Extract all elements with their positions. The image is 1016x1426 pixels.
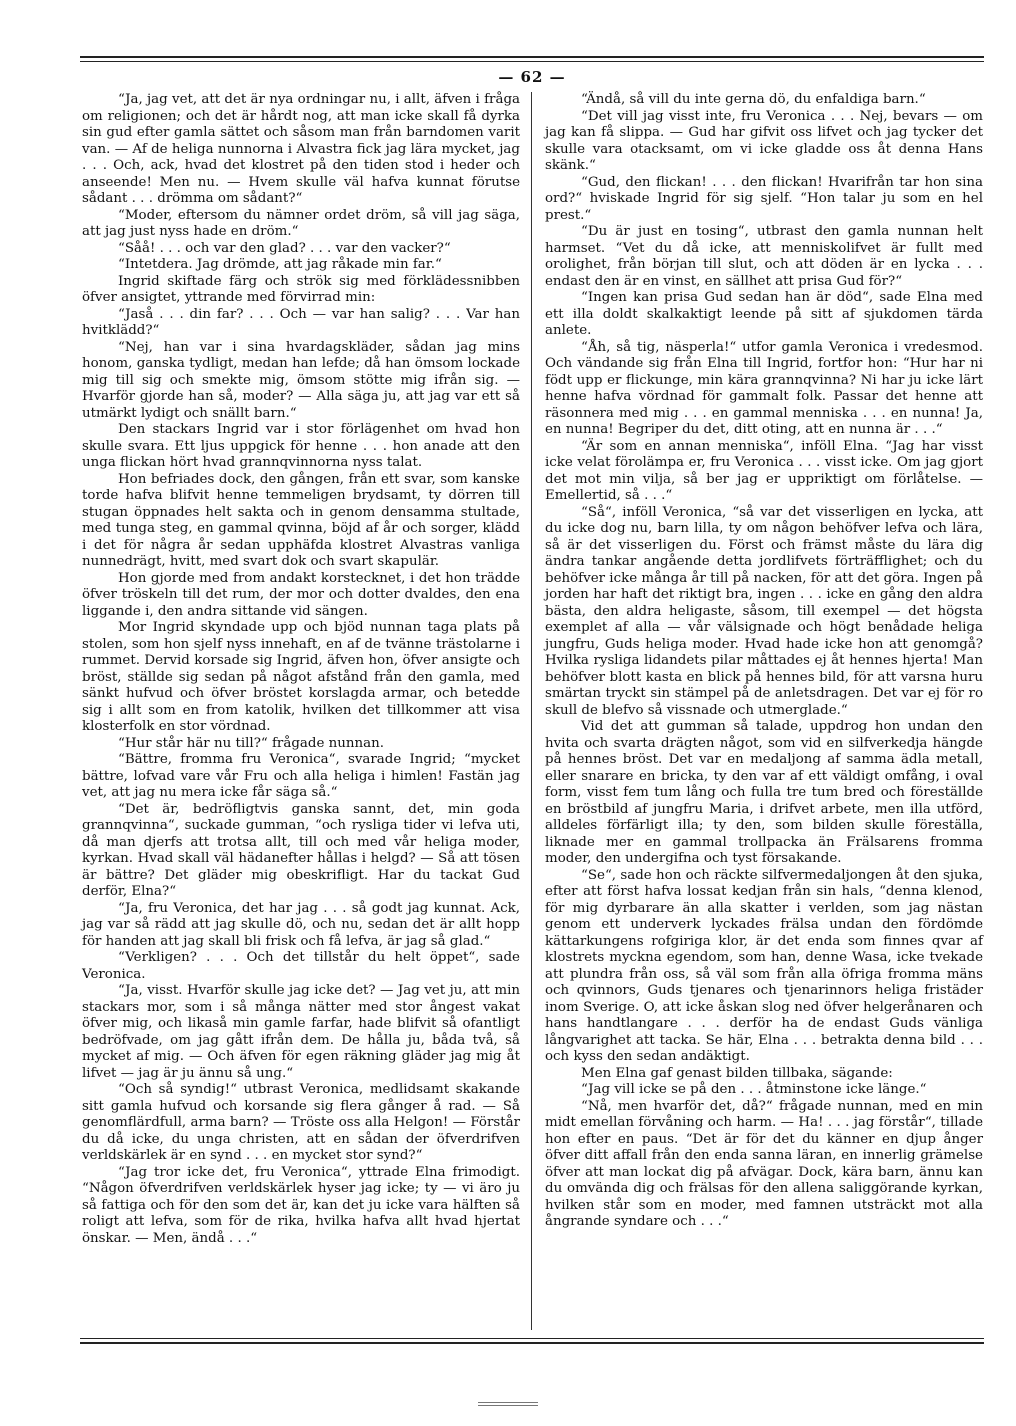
paragraph: “Moder, eftersom du nämner ordet dröm, så vill jag säga, att jag just nyss hade en dröm.“ bbox=[82, 207, 520, 239]
paragraph: “Är som en annan menniska“, inföll Elna. “Jag har visst icke velat förolämpa er, fru Veronica . . . visst icke. Om jag gjort det mot min vilja, så ber jag er uppriktigt om förlåtelse. — Emellertid, så . . .“ bbox=[545, 438, 983, 503]
paragraph: “Jaså . . . din far? . . . Och — var han salig? . . . Var han hvitklädd?“ bbox=[82, 306, 520, 338]
paragraph: Den stackars Ingrid var i stor förlägenhet om hvad hon skulle svara. Ett ljus uppgick för henne . . . hon anade att den unga flickan hört hvad grannqvinnorna nyss talat. bbox=[82, 422, 520, 470]
paragraph: “Intetdera. Jag drömde, att jag råkade min far.“ bbox=[118, 257, 442, 272]
paragraph: “Verkligen? . . . Och det tillstår du helt öppet“, sade Veronica. bbox=[82, 950, 520, 982]
top-rule bbox=[80, 56, 984, 58]
paragraph: “Ja, fru Veronica, det har jag . . . så godt jag kunnat. Ack, jag var så rädd att jag skulle dö, och nu, sedan det är allt hopp för handen att jag skall bli frisk och få lefva, är jag så glad.“ bbox=[82, 900, 520, 949]
paragraph: “Du är just en tosing“, utbrast den gamla nunnan helt harmset. “Vet du då icke, att menniskolifvet är fullt med orolighet, från början till slut, och att döden är en lycka . . . endast den är en vinst, en sällhet att prisa Gud för?“ bbox=[545, 224, 983, 289]
paragraph: “Såå! . . . och var den glad? . . . var den vacker?“ bbox=[118, 240, 451, 256]
paragraph: “Hur står här nu till?“ frågade nunnan. bbox=[118, 735, 384, 751]
paragraph: “Jag tror icke det, fru Veronica“, yttrade Elna frimodigt. “Någon öfverdrifven verldskärlek hyser jag icke; ty — vi äro ju så fattiga och för den som det är, kan det ju icke vara hälften så roligt att lefva, som för de rika, hvilka hafva allt hvad hjertat önskar. — Men, ändå . . .“ bbox=[82, 1164, 520, 1246]
left-column bbox=[82, 92, 520, 1247]
bottom-rule-thin bbox=[80, 1338, 984, 1339]
paragraph: “Och så syndig!“ utbrast Veronica, medlidsamt skakande sitt gamla hufvud och korsande sig flera gånger å rad. — Så genomflärdfull, arma barn? — Tröste oss alla Helgon! — Förstår du då icke, du unga christen, att en sådan der öfverdrifven verldskärlek är en synd . . . en mycket stor synd?“ bbox=[82, 1082, 520, 1163]
paragraph: “Åh, så tig, näsperla!“ utfor gamla Veronica i vredesmod. Och vändande sig från Elna till Ingrid, fortfor hon: “Hur har ni födt upp er flickunge, min kära grannqvinna? Ni har ju icke lärt henne hafva vördnad för gammalt folk. Passar det henne att räsonnera med mig . . . en gammal menniska . . . en nunna! Ja, en nunna! Begriper du det, ditt oting, att en nunna är . . .“ bbox=[545, 339, 983, 437]
paragraph: Ingrid skiftade färg och strök sig med förklädessnibben öfver ansigtet, yttrande med förvirrad min: bbox=[82, 273, 520, 305]
top-rule-thin bbox=[80, 61, 984, 62]
paragraph: “Gud, den flickan! . . . den flickan! Hvarifrån tar hon sina ord?“ hviskade Ingrid för sig sjelf. “Hon talar ju som en hel prest.“ bbox=[545, 174, 983, 223]
paragraph: “Det är, bedröfligtvis ganska sannt, det, min goda grannqvinna“, suckade gumman, “och rysliga tider vi lefva uti, då man djerfs att trotsa allt, till och med vår heliga moder, kyrkan. Hvad skall väl hädanefter hållas i helgd? — Så att tösen är bättre? Det gläder mig obeskrifligt. Har du tackat Gud derför, Elna?“ bbox=[82, 801, 520, 899]
paragraph: Mor Ingrid skyndade upp och bjöd nunnan taga plats på stolen, som hon sjelf nyss innehaft, en af de tvänne trästolarne i rummet. Dervid korsade sig Ingrid, äfven hon, öfver ansigte och bröst, ställde sig sedan på något afstånd från den gamla, med sänkt hufvud och öfver bröstet korslagda armar, och betedde sig i allt som en from katolik, hvilken det tillkommer att visa klosterfolk en stor vördnad. bbox=[82, 620, 520, 734]
paragraph: “Ingen kan prisa Gud sedan han är död“, sade Elna med ett illa doldt skalkaktigt leende på sitt af sjukdomen tärda anlete. bbox=[545, 290, 983, 338]
paragraph: Hon befriades dock, den gången, från ett svar, som kanske torde hafva blifvit henne temmeligen brydsamt, ty dörren till stugan öppnades helt sakta och in genom densamma stultade, med tunga steg, en gammal qvinna, böjd af år och sorger, klädd i det för några år sedan upphäfda klostret Alvastras vanliga nunnedrägt, hvitt, med svart dok och svart skapulär. bbox=[82, 471, 520, 569]
paragraph: Hon gjorde med from andakt korstecknet, i det hon trädde öfver tröskeln till det rum, der mor och dotter dvaldes, den ena liggande i, den andra sittande vid sängen. bbox=[82, 570, 520, 619]
column-divider bbox=[531, 92, 532, 1330]
paragraph: Men Elna gaf genast bilden tillbaka, sägande: bbox=[581, 1065, 893, 1081]
paragraph: “Ändå, så vill du inte gerna dö, du enfaldiga barn.“ bbox=[581, 92, 926, 107]
paragraph: “Nej, han var i sina hvardagskläder, sådan jag mins honom, ganska tydligt, medan han lefde; då han ömsom lockade mig till sig och smekte mig, ömsom stötte mig ifrån sig. — Hvarför gjorde han så, moder? — Alla säga ju, att jag var ett så utmärkt lydigt och snällt barn.“ bbox=[82, 339, 520, 421]
paragraph: “Ja, visst. Hvarför skulle jag icke det? — Jag vet ju, att min stackars mor, som i så många nätter med stor ångest vakat öfver mig, och likaså min gamle farfar, hade blifvit så ofantligt bedröfvade, om jag gått ifrån dem. De hålla ju, båda två, så mycket af mig. — Och äfven för egen räkning gläder jag mig åt lifvet — jag är ju ännu så ung.“ bbox=[82, 983, 520, 1081]
paragraph: “Så“, inföll Veronica, “så var det visserligen en lycka, att du icke dog nu, barn lilla, ty om någon behöfver lefva och lära, så är det visserligen du. Först och främst måste du lära dig ändra tankar angående detta jordlifvets förträfflighet; och du behöfver icke många år till på nacken, för att det göra. Ingen på jorden har haft det riktigt bra, ingen . . . icke en gång den aldra bästa, den aldra heligaste, såsom, till exempel — det högsta exemplet af alla — vår välsignade och högt benådade heliga jungfru, Guds heliga moder. Hvad hade icke hon att genomgå? Hvilka rysliga lidandets pilar måttades ej åt hennes hjerta! Man behöfver blott kasta en blick på hennes bild, för att varsna huru smärtan tryckt sin stämpel på de anletsdragen. Det var ej för ro skull de blefvo så vissnade och utmerglade.“ bbox=[545, 504, 983, 718]
paragraph: “Bättre, fromma fru Veronica“, svarade Ingrid; “mycket bättre, lofvad vare vår Fru och alla heliga i himlen! Fastän jag vet, att jag nu mera icke får säga så.“ bbox=[82, 752, 520, 800]
bottom-rule bbox=[80, 1342, 984, 1344]
page-number: — 62 — bbox=[498, 68, 566, 86]
paragraph: “Se“, sade hon och räckte silfvermedaljongen åt den sjuka, efter att först hafva lossat kedjan från sin hals, “denna klenod, för mig dyrbarare än alla skatter i verlden, som jag nästan genom ett underverk lyckades frälsa undan den fördömde kättarkungens rofgiriga klor, är det enda som finnes qvar af klostrets myckna egendom, som han, denne Wasa, icke tvekade att plundra från oss, så väl som från alla öfriga fromma mäns och qvinnors, Guds tjenares och tjenarinnors heliga fristäder inom Sverige. O, att icke åskan slog ned öfver helgerånaren och hans handtlangare . . . derför ha de endast Guds vänliga långvarighet att tacka. Se här, Elna . . . betrakta denna bild . . . och kyss den sedan andäktigt. bbox=[545, 867, 983, 1064]
bottom-ornament bbox=[478, 1402, 538, 1410]
paragraph: “Det vill jag visst inte, fru Veronica . . . Nej, bevars — om jag kan få slippa. — Gud har gifvit oss lifvet och jag tycker det skulle vara otacksamt, om vi icke gladde oss åt denna Hans skänk.“ bbox=[545, 108, 983, 173]
paragraph: “Jag vill icke se på den . . . åtminstone icke länge.“ bbox=[581, 1082, 927, 1097]
paragraph: “Nå, men hvarför det, då?“ frågade nunnan, med en min midt emellan förvåning och harm. — Ha! . . . jag förstår“, tillade hon efter en paus. “Det är för det du känner en djup ånger öfver ditt affall från den enda sanna läran, en innerlig grämelse öfver att man lockat dig på afvägar. Dock, kära barn, ännu kan du omvända dig och frälsas för den allena saliggörande kyrkan, hvilken står som en moder, med famnen utsträckt mot alla ångrande syndare och . . .“ bbox=[545, 1098, 983, 1229]
right-column bbox=[545, 92, 983, 1231]
paragraph: Vid det att gumman så talade, uppdrog hon undan den hvita och svarta drägten något, som vid en silfverkedja hängde på hennes bröst. Det var en medaljong af samma ädla metall, eller snarare en bricka, ty den var af ett väldigt omfång, i oval form, visst fem tum lång och fulla tre tum bred och föreställde en bröstbild af jungfru Maria, i drifvet arbete, men illa utförd, alldeles förfärligt illa; ty den, som bilden skulle föreställa, liknade mer en gammal trollpacka än Frälsarens fromma moder, den undergifna och tyst försakande. bbox=[545, 719, 983, 866]
paragraph: “Ja, jag vet, att det är nya ordningar nu, i allt, äfven i fråga om religionen; och det är hårdt nog, att man icke skall få dyrka sin gud efter gamla sättet och såsom man från barndomen varit van. — Af de heliga nunnorna i Alvastra fick jag lära mycket, jag . . . Och, ack, hvad det klostret på den tiden stod i heder och anseende! Men nu. — Hvem skulle väl hafva kunnat förutse sådant . . . drömma om sådant?“ bbox=[82, 92, 520, 206]
